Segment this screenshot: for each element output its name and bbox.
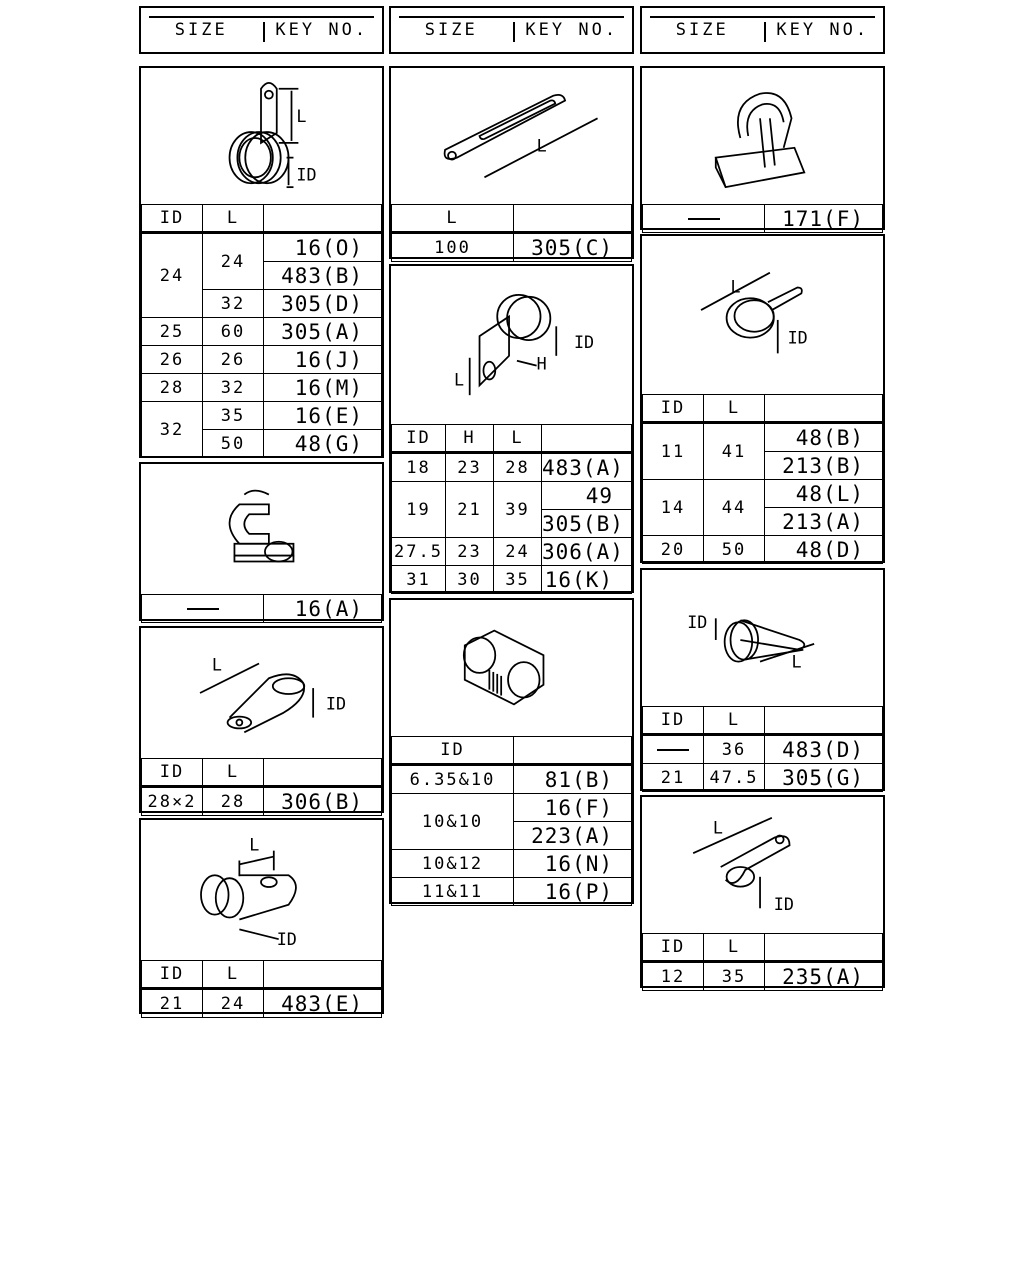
cell-key: 16(N) xyxy=(514,850,632,878)
part-panel-loop-clip xyxy=(640,795,885,988)
cell-key: 16(M) xyxy=(264,374,382,402)
key-label: KEY NO. xyxy=(776,20,870,40)
cell-key: 81(B) xyxy=(514,765,632,794)
cell-key: 305(A) xyxy=(264,318,382,346)
col-header: H xyxy=(446,425,494,453)
part-panel-double-clip xyxy=(139,626,384,813)
dim-l: L xyxy=(249,834,260,855)
cell-key: 16(F) xyxy=(514,794,632,822)
col-header: L xyxy=(392,205,514,233)
twin-clip-table xyxy=(391,736,632,906)
standoff-clip-table xyxy=(391,424,632,594)
loop-clip-illustration xyxy=(642,797,883,933)
loop-clip-table xyxy=(642,933,883,991)
cell-key: 213(A) xyxy=(765,508,883,536)
part-panel-snap-clip xyxy=(139,462,384,621)
cell-l: 50 xyxy=(704,536,765,564)
dim-id: ID xyxy=(296,164,317,185)
size-label: SIZE xyxy=(675,20,729,40)
header-col2 xyxy=(389,6,634,54)
cell-l: 24 xyxy=(203,989,264,1018)
cell-id: 25 xyxy=(142,318,203,346)
cell-id: 19 xyxy=(392,482,446,538)
col-header: ID xyxy=(643,934,704,962)
cell-id: 11 xyxy=(643,423,704,480)
dim-id: ID xyxy=(573,331,595,352)
cell-l: 36 xyxy=(704,735,765,764)
cell-key: 483(E) xyxy=(264,989,382,1018)
cell-size xyxy=(142,595,264,623)
cell-l: 35 xyxy=(494,566,542,594)
cell-l: 35 xyxy=(704,962,765,991)
cell-h: 23 xyxy=(446,538,494,566)
cell-key: 213(B) xyxy=(765,452,883,480)
cell-id: 21 xyxy=(142,989,203,1018)
part-panel-p-clip xyxy=(139,818,384,1014)
cell-key: 305(C) xyxy=(514,233,632,262)
dim-l: L xyxy=(536,135,547,156)
cell-l: 28 xyxy=(203,787,264,816)
strap-illustration xyxy=(391,68,632,204)
strap-table xyxy=(391,204,632,262)
twin-clip-illustration xyxy=(391,600,632,736)
cell-id: 12 xyxy=(643,962,704,991)
cell-id: 31 xyxy=(392,566,446,594)
cell-l: 26 xyxy=(203,346,264,374)
cell-key: 305(D) xyxy=(264,290,382,318)
cell-key: 16(O) xyxy=(264,233,382,262)
cell-key: 305(B) xyxy=(542,510,632,538)
cell-key: 16(A) xyxy=(264,595,382,623)
dim-id: ID xyxy=(276,929,297,950)
hanger-clip-illustration xyxy=(141,68,382,204)
key-label: KEY NO. xyxy=(275,20,369,40)
spring-clip-table xyxy=(642,706,883,792)
cell-l: 41 xyxy=(704,423,765,480)
cell-id: 6.35&10 xyxy=(392,765,514,794)
dim-l: L xyxy=(730,276,741,297)
cell-id: 14 xyxy=(643,480,704,536)
col-header: L xyxy=(494,425,542,453)
snap-clip-illustration xyxy=(141,464,382,594)
col-header: ID xyxy=(142,759,203,787)
cell-key: 48(D) xyxy=(765,536,883,564)
key-label: KEY NO. xyxy=(525,20,619,40)
dim-id: ID xyxy=(773,894,794,915)
col-header: ID xyxy=(392,737,514,765)
double-clip-table xyxy=(141,758,382,816)
header-col3 xyxy=(640,6,885,54)
part-panel-hanger-clip xyxy=(139,66,384,458)
hanger-clip-table xyxy=(141,204,382,458)
part-panel-strap xyxy=(389,66,634,259)
col-header: L xyxy=(203,961,264,989)
cell-key: 16(J) xyxy=(264,346,382,374)
cell-id: 28×2 xyxy=(142,787,203,816)
cell-l: 24 xyxy=(494,538,542,566)
cell-key: 483(D) xyxy=(765,735,883,764)
part-panel-twin-clip xyxy=(389,598,634,904)
dim-id: ID xyxy=(325,693,347,714)
dim-l: L xyxy=(211,654,222,675)
cell-l: 39 xyxy=(494,482,542,538)
col-header: ID xyxy=(392,425,446,453)
part-panel-standoff-clip xyxy=(389,264,634,593)
cell-key: 49 xyxy=(542,482,632,510)
cell-l: 47.5 xyxy=(704,764,765,792)
cell-l: 44 xyxy=(704,480,765,536)
dim-id: ID xyxy=(687,612,708,633)
col-header: ID xyxy=(643,707,704,735)
cell-l: 100 xyxy=(392,233,514,262)
cell-l: 60 xyxy=(203,318,264,346)
cell-size xyxy=(643,205,765,233)
dim-l: L xyxy=(453,369,465,390)
part-panel-rail-clip xyxy=(640,66,885,230)
cell-key: 16(K) xyxy=(542,566,632,594)
dim-h: H xyxy=(536,353,547,374)
cell-id: 10&10 xyxy=(392,794,514,850)
cell-key: 235(A) xyxy=(765,962,883,991)
cell-id: 21 xyxy=(643,764,704,792)
cell-id: 28 xyxy=(142,374,203,402)
cell-id: 18 xyxy=(392,453,446,482)
cell-id: 11&11 xyxy=(392,878,514,906)
col-header: ID xyxy=(643,395,704,423)
cell-id: 26 xyxy=(142,346,203,374)
cell-h: 21 xyxy=(446,482,494,538)
p-clip-table xyxy=(141,960,382,1018)
cell-l: 32 xyxy=(203,290,264,318)
col-header: L xyxy=(704,707,765,735)
cell-id: 27.5 xyxy=(392,538,446,566)
part-panel-ring-clip xyxy=(640,234,885,563)
cell-key: 483(A) xyxy=(542,453,632,482)
part-panel-spring-clip xyxy=(640,568,885,791)
cell-key: 48(B) xyxy=(765,423,883,452)
cell-h: 23 xyxy=(446,453,494,482)
cell-key: 483(B) xyxy=(264,262,382,290)
ring-clip-illustration xyxy=(642,236,883,394)
cell-l: 32 xyxy=(203,374,264,402)
cell-key: 48(G) xyxy=(264,430,382,458)
col-header: ID xyxy=(142,205,203,233)
snap-clip-table xyxy=(141,594,382,623)
cell-key: 305(G) xyxy=(765,764,883,792)
size-label: SIZE xyxy=(424,20,478,40)
cell-key: 171(F) xyxy=(765,205,883,233)
dim-id: ID xyxy=(787,327,808,348)
cell-id: 10&12 xyxy=(392,850,514,878)
cell-l: 24 xyxy=(203,233,264,290)
ring-clip-table xyxy=(642,394,883,564)
cell-id xyxy=(643,735,704,764)
col-header: L xyxy=(203,759,264,787)
cell-key: 16(P) xyxy=(514,878,632,906)
col-header: L xyxy=(704,934,765,962)
standoff-clip-illustration xyxy=(391,266,632,424)
cell-key: 223(A) xyxy=(514,822,632,850)
double-clip-illustration xyxy=(141,628,382,758)
size-label: SIZE xyxy=(174,20,228,40)
dim-l: L xyxy=(791,651,802,672)
col-header: ID xyxy=(142,961,203,989)
cell-key: 16(E) xyxy=(264,402,382,430)
cell-key: 48(L) xyxy=(765,480,883,508)
cell-l: 28 xyxy=(494,453,542,482)
col-header: L xyxy=(203,205,264,233)
cell-l: 50 xyxy=(203,430,264,458)
cell-id: 24 xyxy=(142,233,203,318)
rail-clip-table xyxy=(642,204,883,233)
dim-l: L xyxy=(296,106,307,127)
dim-l: L xyxy=(712,817,723,838)
spring-clip-illustration xyxy=(642,570,883,706)
cell-id: 20 xyxy=(643,536,704,564)
cell-l: 35 xyxy=(203,402,264,430)
header-col1 xyxy=(139,6,384,54)
col-header: L xyxy=(704,395,765,423)
rail-clip-illustration xyxy=(642,68,883,204)
cell-key: 306(A) xyxy=(542,538,632,566)
cell-key: 306(B) xyxy=(264,787,382,816)
cell-h: 30 xyxy=(446,566,494,594)
p-clip-illustration xyxy=(141,820,382,960)
cell-id: 32 xyxy=(142,402,203,458)
